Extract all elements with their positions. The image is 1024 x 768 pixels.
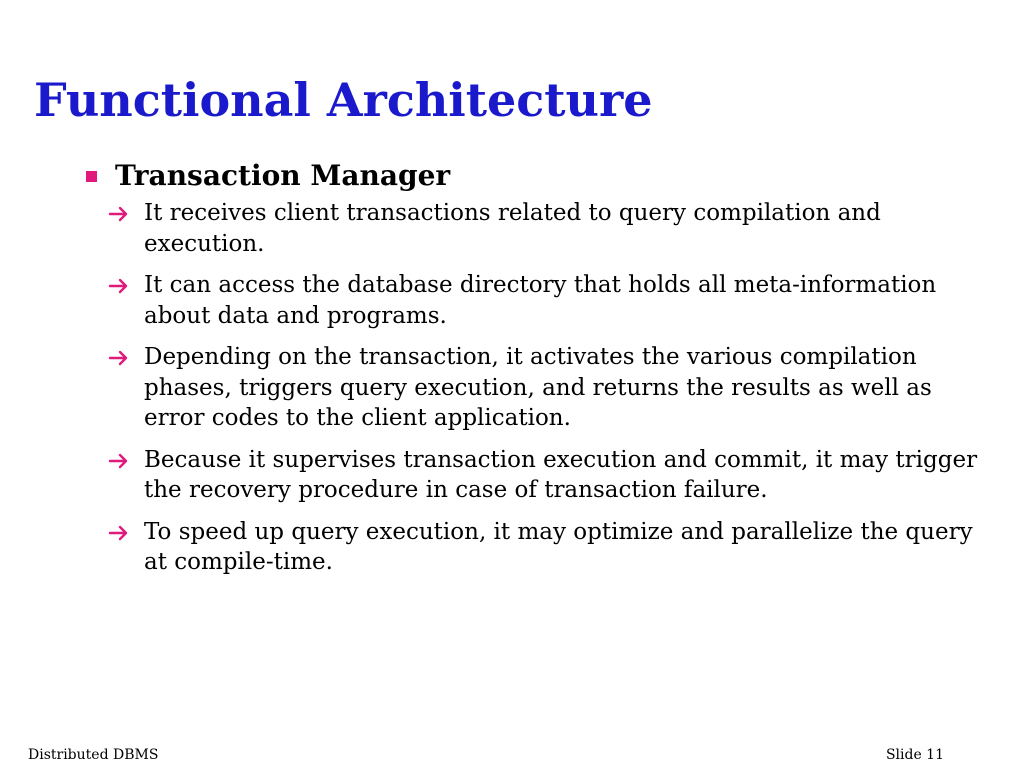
arrow-right-icon bbox=[107, 342, 131, 372]
sub-bullet bbox=[107, 198, 986, 259]
sub-bullet bbox=[107, 517, 986, 578]
sub-bullet bbox=[107, 270, 986, 331]
arrow-right-icon bbox=[107, 198, 131, 228]
sub-bullet-list bbox=[107, 198, 986, 578]
sub-bullet bbox=[107, 445, 986, 506]
arrow-right-icon bbox=[107, 270, 131, 300]
slide-title: Functional Architecture bbox=[34, 73, 653, 127]
bullet-level1 bbox=[86, 156, 986, 196]
slide-content bbox=[86, 156, 986, 589]
sub-bullet bbox=[107, 342, 986, 434]
sub-bullet-text: It receives client transactions related to query compilation and execution. bbox=[144, 200, 881, 257]
footer-slide-number: Slide 11 bbox=[885, 747, 944, 763]
square-bullet-icon bbox=[86, 171, 97, 182]
arrow-right-icon bbox=[107, 445, 131, 475]
sub-bullet-text: It can access the database directory that holds all meta-information about data and programs. bbox=[144, 272, 937, 329]
arrow-right-icon bbox=[107, 517, 131, 547]
sub-bullet-text: Depending on the transaction, it activates the various compilation phases, triggers query execution, and returns the results as well as error codes to the client application. bbox=[144, 344, 932, 431]
footer-course-name: Distributed DBMS bbox=[28, 747, 159, 763]
sub-bullet-text: To speed up query execution, it may optimize and parallelize the query at compile-time. bbox=[144, 518, 973, 575]
sub-bullet-text: Because it supervises transaction execution and commit, it may trigger the recovery procedure in case of transaction failure. bbox=[144, 446, 978, 503]
bullet-heading: Transaction Manager bbox=[115, 159, 451, 192]
